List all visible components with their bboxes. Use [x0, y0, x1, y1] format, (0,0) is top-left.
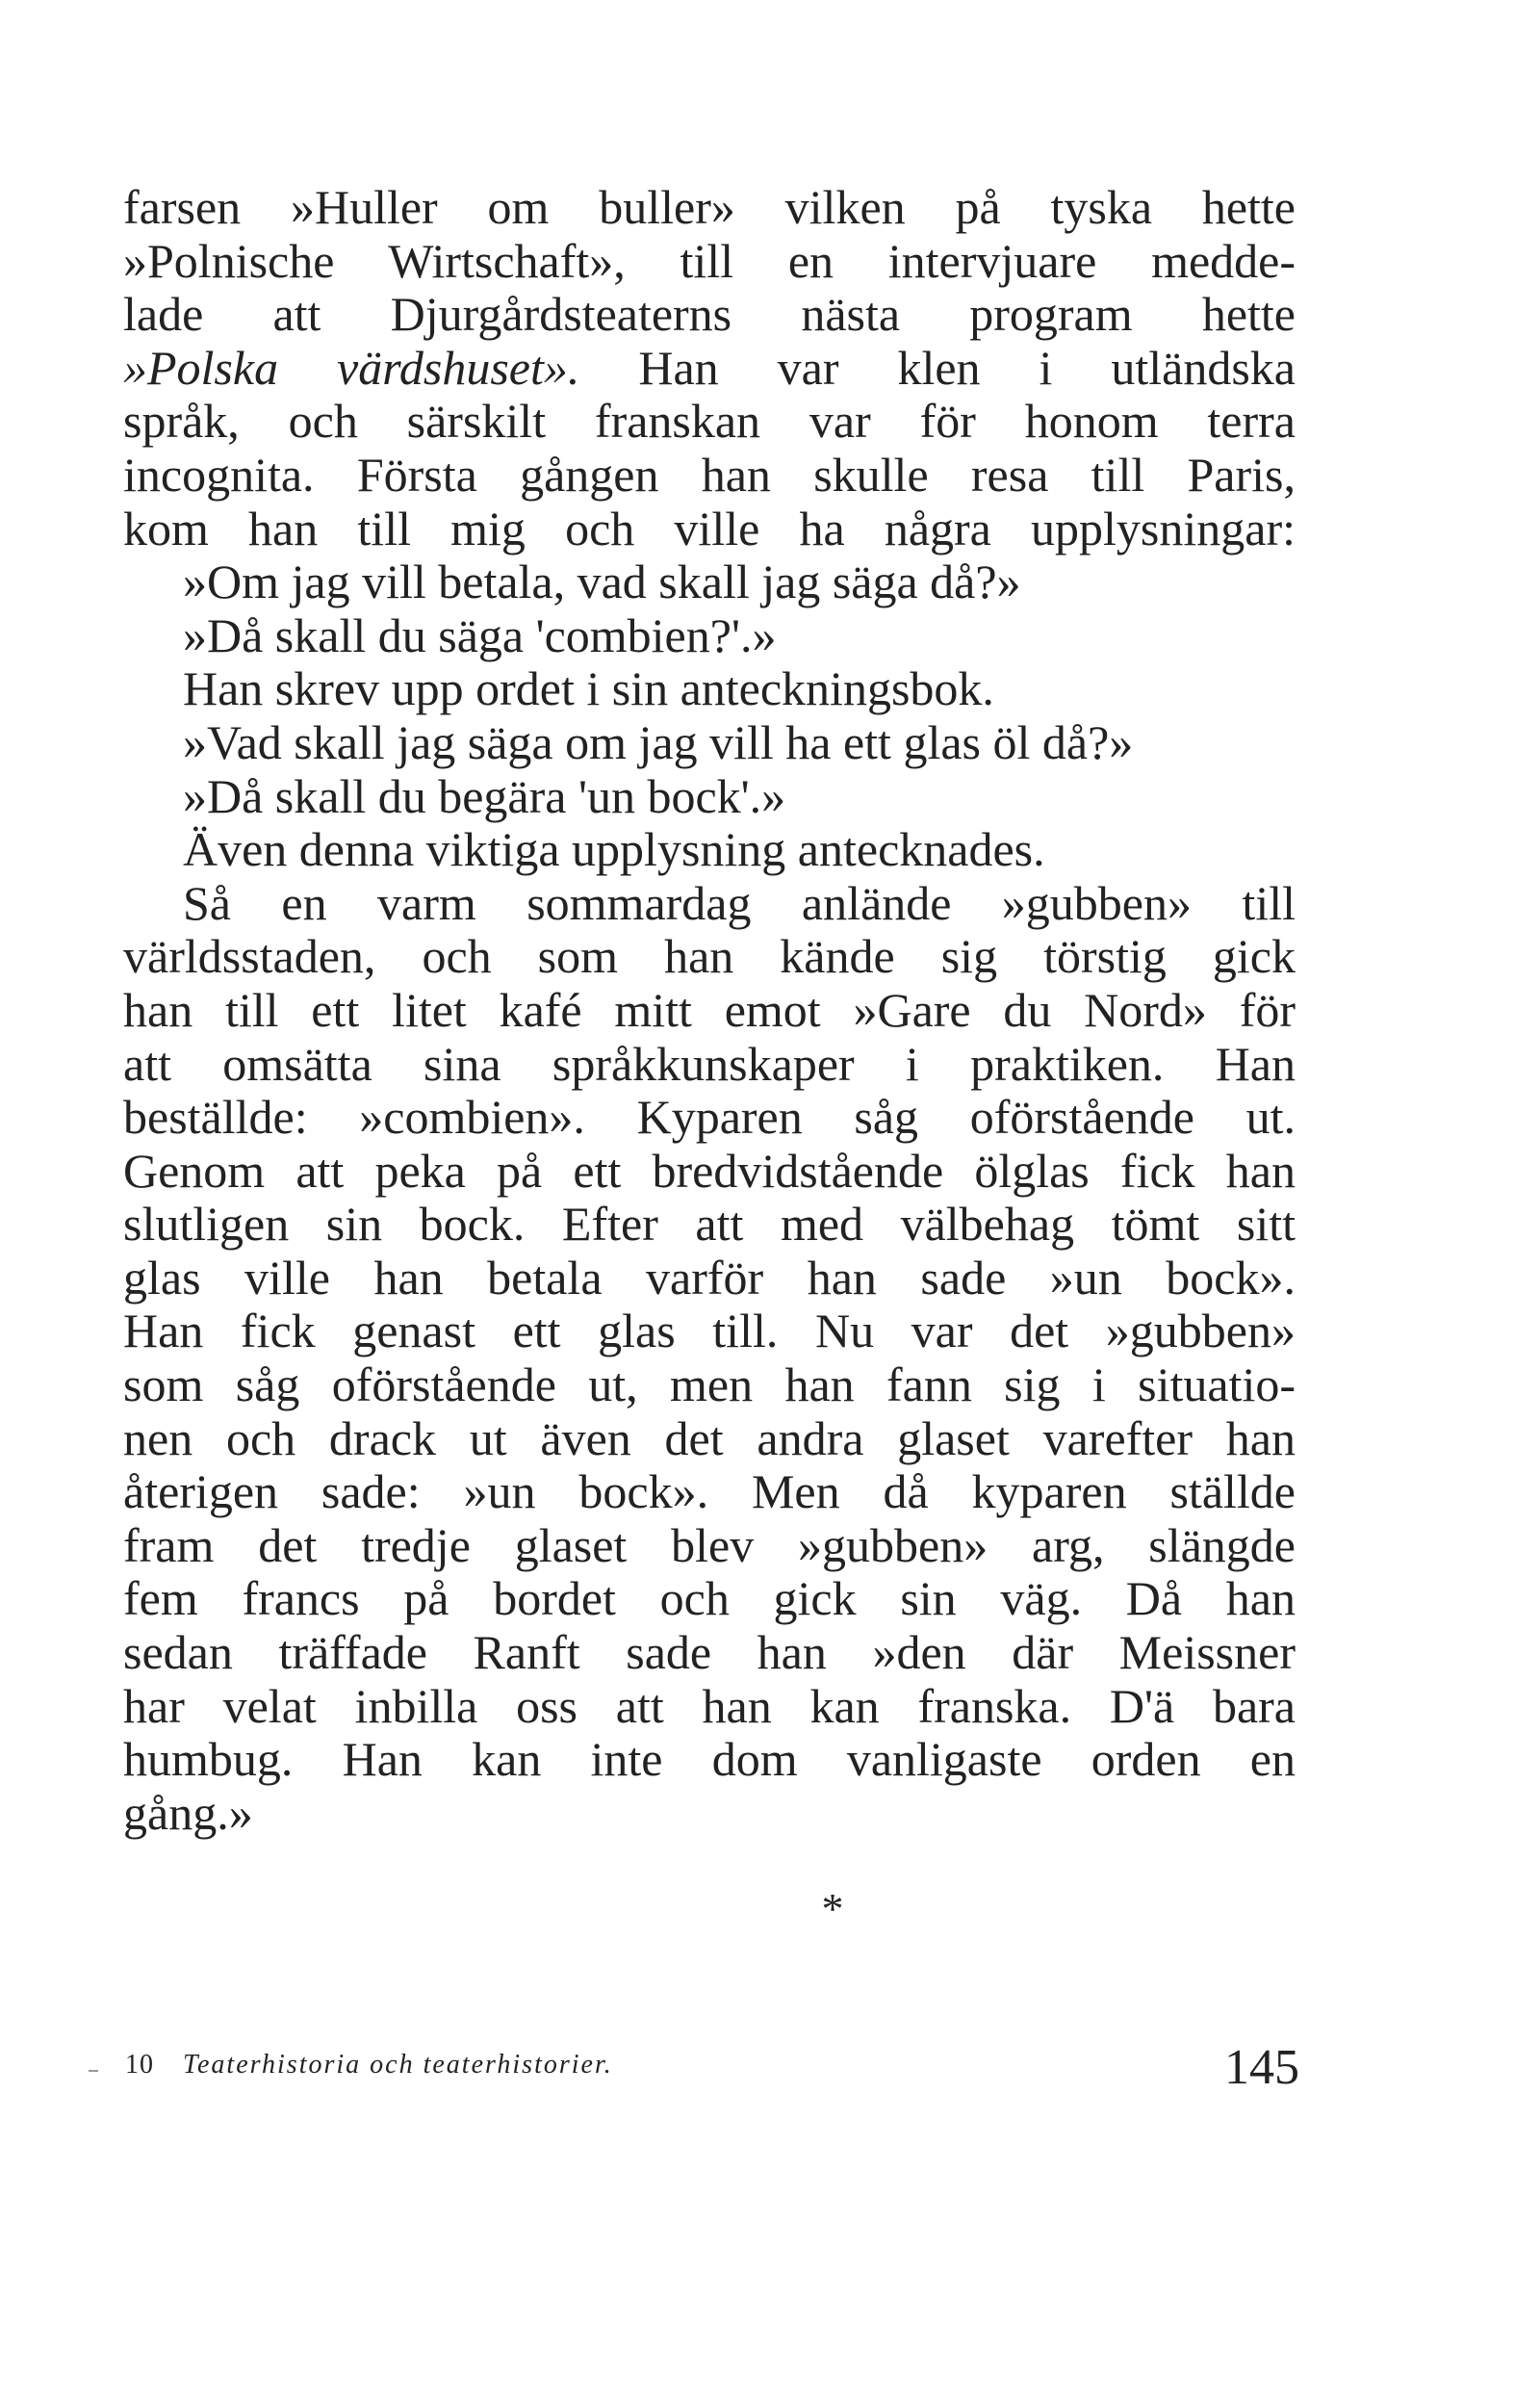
- text-line: »Vad skall jag säga om jag vill ha ett glas öl då?»: [183, 714, 1134, 769]
- text-line: lade att Djurgårdsteaterns nästa program hette: [123, 287, 1296, 342]
- section-break-asterisk: *: [821, 1884, 844, 1933]
- text-line: »Polnische Wirtschaft», till en intervjuare medde-: [123, 233, 1296, 288]
- text-line: fram det tredje glaset blev »gubben» arg, slängde: [123, 1517, 1296, 1572]
- text-line: kom han till mig och ville ha några upplysningar:: [123, 501, 1296, 556]
- text-line: fem francs på bordet och gick sin väg. Då han: [123, 1571, 1296, 1626]
- text-line: humbug. Han kan inte dom vanligaste orden en: [123, 1732, 1296, 1787]
- text-line: nen och drack ut även det andra glaset varefter han: [123, 1410, 1296, 1465]
- signature-title: Teaterhistoria och teaterhistorier.: [183, 2050, 613, 2080]
- text-line: återigen sade: »un bock». Men då kyparen ställde: [123, 1464, 1296, 1519]
- text-line: slutligen sin bock. Efter att med välbehag tömt sitt: [123, 1197, 1296, 1252]
- body-text: [123, 181, 1296, 1840]
- text-line: världsstaden, och som han kände sig törstig gick: [123, 929, 1296, 984]
- text-line: beställde: »combien». Kyparen såg oförstående ut.: [123, 1090, 1296, 1145]
- margin-mark: [89, 2070, 98, 2072]
- text-line: glas ville han betala varför han sade »un bock».: [123, 1250, 1296, 1305]
- text-line: Så en varm sommardag anlände »gubben» till: [183, 875, 1296, 930]
- text-line: »Då skall du begära 'un bock'.»: [183, 768, 786, 823]
- text-line: han till ett litet kafé mitt emot »Gare du Nord» för: [123, 982, 1296, 1037]
- text-line: att omsätta sina språkkunskaper i praktiken. Han: [123, 1036, 1296, 1091]
- text-line: »Om jag vill betala, vad skall jag säga då?»: [183, 555, 1021, 609]
- text-line: Genom att peka på ett bredvidstående ölglas fick han: [123, 1143, 1296, 1198]
- text-line: incognita. Första gången han skulle resa till Paris,: [123, 447, 1296, 502]
- text-line: Även denna viktiga upplysning antecknades.: [183, 822, 1045, 877]
- page-number: 145: [1224, 2040, 1299, 2095]
- text-line: Han skrev upp ordet i sin anteckningsbok.: [183, 661, 994, 716]
- text-line-rest: Han var klen i utländska: [638, 340, 1296, 395]
- text-line: Han fick genast ett glas till. Nu var det »gubben»: [123, 1304, 1296, 1358]
- text-line: sedan träffade Ranft sade han »den där Meissner: [123, 1625, 1296, 1680]
- printer-signature: [125, 2049, 613, 2081]
- italic-title: »Polska värdshuset».: [123, 340, 580, 395]
- text-line: [123, 342, 1296, 396]
- text-line: har velat inbilla oss att han kan franska. D'ä bara: [123, 1678, 1296, 1733]
- text-line: »Då skall du säga 'combien?'.»: [183, 607, 777, 662]
- text-line: farsen »Huller om buller» vilken på tyska hette: [123, 180, 1296, 234]
- text-line: gång.»: [123, 1785, 253, 1840]
- text-line: språk, och särskilt franskan var för honom terra: [123, 394, 1296, 449]
- signature-number: 10: [125, 2050, 154, 2080]
- text-line: som såg oförstående ut, men han fann sig i situatio-: [123, 1357, 1296, 1412]
